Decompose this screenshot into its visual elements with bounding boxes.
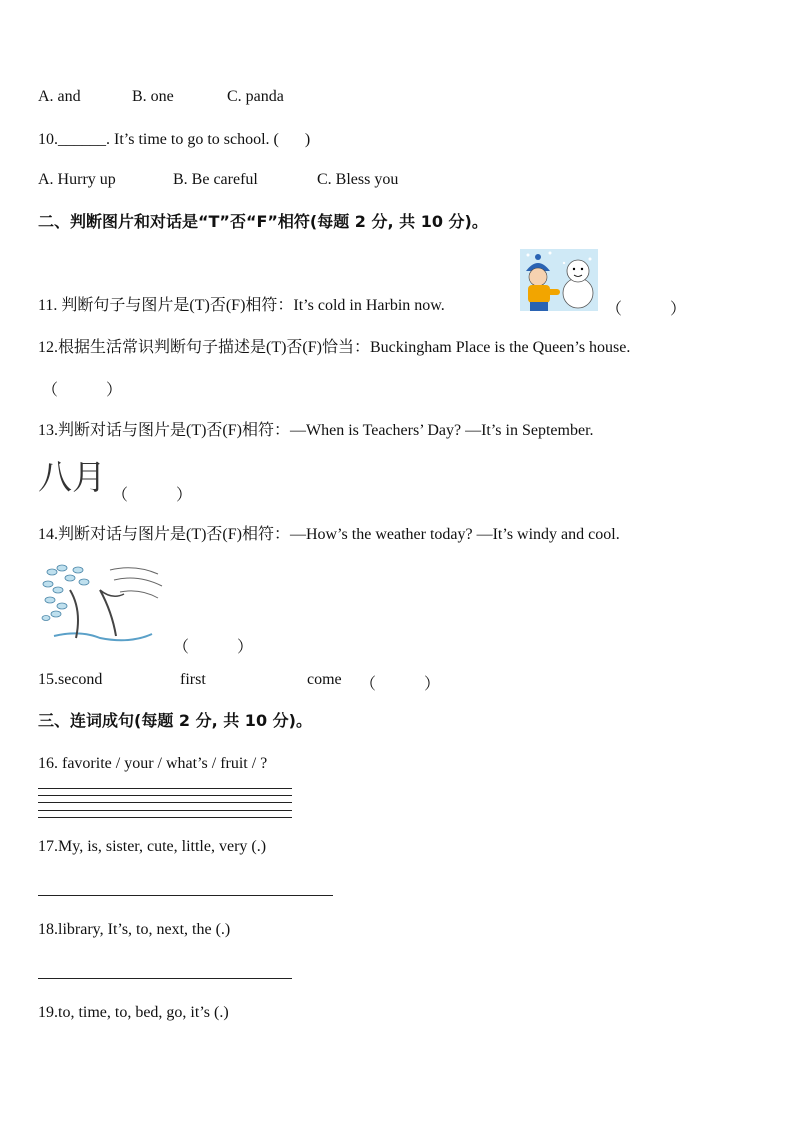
q9-option-a: A. and: [38, 88, 81, 105]
q10-option-a: A. Hurry up: [38, 171, 116, 188]
q15-answer-paren: （ ）: [360, 676, 441, 693]
q11-answer-paren: （ ）: [606, 301, 687, 318]
q14-answer-paren: （ ）: [173, 639, 254, 656]
q16-writing-line-4: [38, 810, 292, 811]
q15-word-2: first: [180, 671, 206, 688]
q10-paren-close: ): [304, 131, 311, 148]
q10-option-b: B. Be careful: [173, 171, 258, 188]
q10-text: . It’s time to go to school. (: [106, 131, 279, 148]
q15-word-1: 15.second: [38, 671, 103, 688]
windy-tree-icon: [40, 560, 165, 645]
q9-option-c: C. panda: [227, 88, 284, 105]
section-2-title: 二、判断图片和对话是“T”否“F”相符(每题 2 分, 共 10 分)。: [38, 212, 488, 231]
section-3-title: 三、连词成句(每题 2 分, 共 10 分)。: [38, 711, 312, 730]
q10-question: [38, 130, 310, 150]
q10-blank: ______: [58, 131, 106, 148]
q17-answer-line: [38, 895, 333, 896]
q16-writing-line-3: [38, 802, 292, 803]
q10-option-c: C. Bless you: [317, 171, 399, 188]
q11-question: 11. 判断句子与图片是(T)否(F)相符：It’s cold in Harbin now.: [38, 297, 445, 314]
q19-question: 19.to, time, to, bed, go, it’s (.): [38, 1004, 229, 1021]
q10-number: 10.: [38, 131, 58, 148]
q16-writing-line-2: [38, 795, 292, 796]
q16-writing-line-1: [38, 788, 292, 789]
q12-answer-paren: （ ）: [42, 382, 123, 399]
q18-question: 18.library, It’s, to, next, the (.): [38, 921, 231, 938]
q14-question: 14.判断对话与图片是(T)否(F)相符：—How’s the weather today? —It’s windy and cool.: [38, 526, 620, 543]
q9-option-b: B. one: [132, 88, 174, 105]
q15-word-3: come: [307, 671, 342, 688]
q16-writing-line-5: [38, 817, 292, 818]
q13-question: 13.判断对话与图片是(T)否(F)相符：—When is Teachers’ Day? —It’s in September.: [38, 422, 594, 439]
q16-question: 16. favorite / your / what’s / fruit / ?: [38, 755, 268, 772]
q13-image-text: 八月: [38, 458, 106, 498]
q13-answer-paren: （ ）: [112, 487, 193, 504]
q12-question: 12.根据生活常识判断句子描述是(T)否(F)恰当：Buckingham Place is the Queen’s house.: [38, 339, 631, 356]
q18-answer-line: [38, 978, 292, 979]
boy-and-snowman-icon: [520, 249, 598, 311]
q17-question: 17.My, is, sister, cute, little, very (.): [38, 838, 267, 855]
